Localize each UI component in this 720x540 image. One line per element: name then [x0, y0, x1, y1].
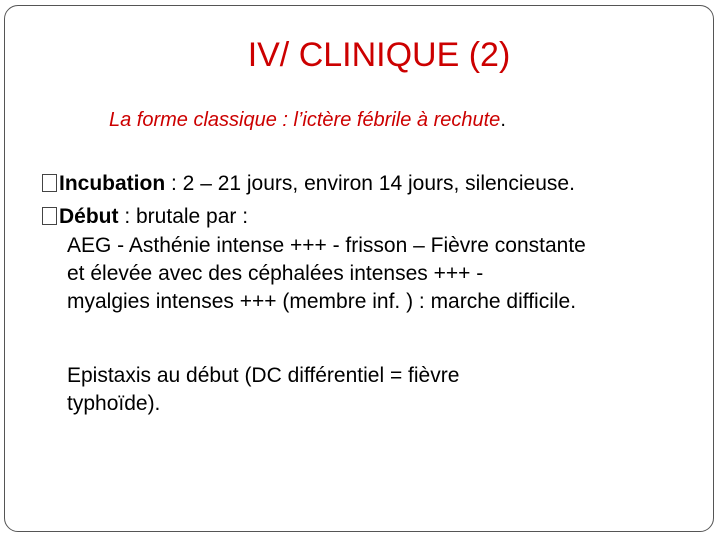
detail-line: Epistaxis au début (DC différentiel = fièvre	[67, 364, 460, 387]
bullet-text-debut: : brutale par :	[118, 205, 249, 228]
detail-line: typhoïde).	[67, 392, 161, 415]
detail-line: et élevée avec des céphalées intenses +++ -	[67, 262, 484, 285]
bullet-label-incubation: Incubation	[59, 172, 166, 195]
slide-title: IV/ CLINIQUE (2)	[247, 36, 511, 74]
checkbox-bullet-icon	[42, 174, 57, 192]
subtitle-period: .	[500, 109, 506, 131]
bullet-label-debut: Début	[59, 205, 119, 228]
bullet-debut	[42, 203, 248, 230]
detail-line: AEG - Asthénie intense +++ - frisson – Fièvre constante	[67, 234, 586, 257]
slide-subtitle	[109, 109, 506, 132]
subtitle-text: La forme classique : l’ictère fébrile à rechute	[109, 109, 501, 131]
checkbox-bullet-icon	[42, 207, 57, 225]
bullet-incubation	[42, 170, 575, 197]
detail-line: myalgies intenses +++ (membre inf. ) : marche difficile.	[67, 290, 577, 313]
bullet-text-incubation: : 2 – 21 jours, environ 14 jours, silencieuse.	[165, 172, 575, 195]
